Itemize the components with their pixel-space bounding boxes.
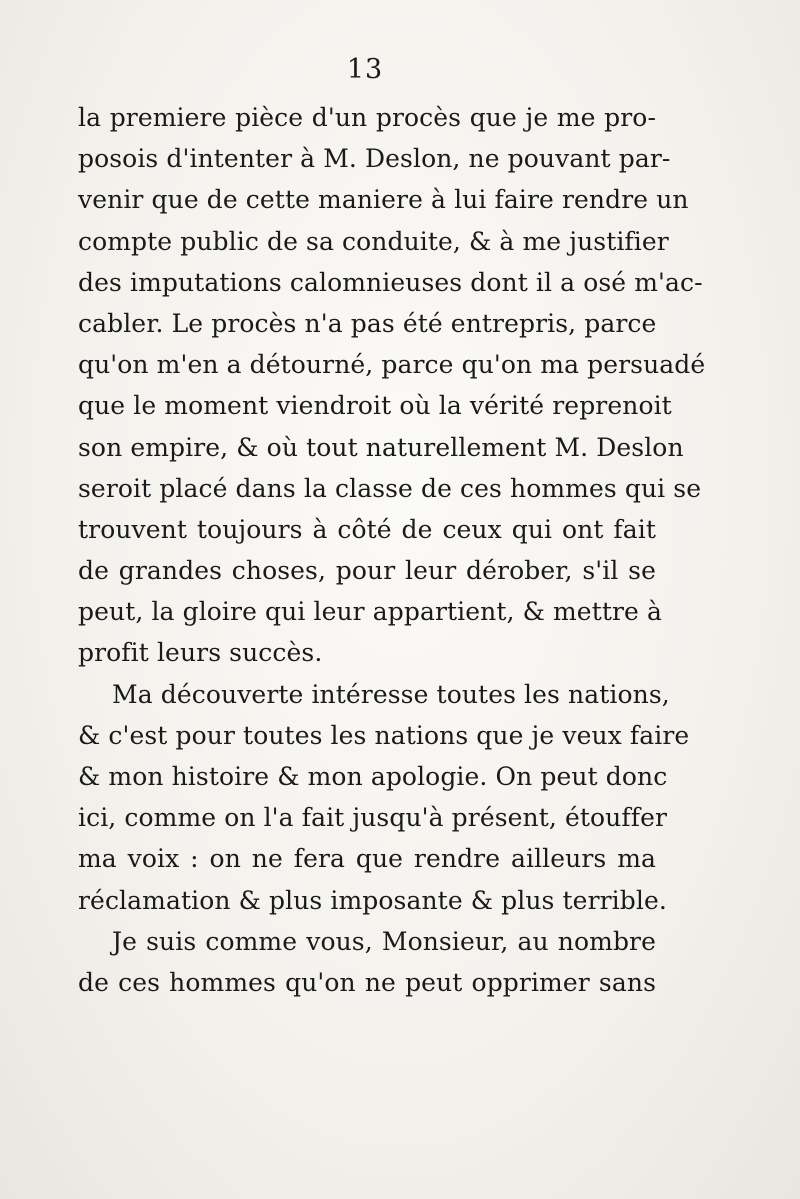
text-line: que le moment viendroit où la vérité reprenoit — [78, 391, 672, 421]
text-line: venir que de cette maniere à lui faire rendre un — [78, 185, 689, 215]
text-line: qu'on m'en a détourné, parce qu'on ma persuadé — [78, 350, 706, 380]
text-line: des imputations calomnieuses dont il a osé m'ac- — [78, 267, 703, 297]
text-line: trouvent toujours à côté de ceux qui ont fait — [78, 514, 656, 544]
text-line: posois d'intenter à M. Deslon, ne pouvant par- — [78, 144, 671, 174]
text-line: Je suis comme vous, Monsieur, au nombre — [112, 926, 656, 956]
text-line: & mon histoire & mon apologie. On peut donc — [78, 762, 668, 791]
text-line: de ces hommes qu'on ne peut opprimer sans — [78, 967, 656, 997]
text-line: ici, comme on l'a fait jusqu'à présent, étouffer — [78, 803, 668, 833]
text-line: peut, la gloire qui leur appartient, & mettre à — [78, 597, 662, 627]
text-line: compte public de sa conduite, & à me justifier — [78, 226, 669, 256]
text-line: & c'est pour toutes les nations que je veux faire — [78, 720, 690, 750]
text-line: réclamation & plus imposante & plus terrible. — [78, 885, 667, 915]
body-text — [78, 97, 706, 1003]
page-number: 13 — [346, 54, 384, 85]
text-line: profit leurs succès. — [78, 638, 323, 668]
text-line: ma voix : on ne fera que rendre ailleurs ma — [78, 844, 656, 874]
text-line: de grandes choses, pour leur dérober, s'il se — [78, 556, 656, 586]
text-line: cabler. Le procès n'a pas été entrepris, parce — [78, 308, 657, 338]
text-line: Ma découverte intéresse toutes les nations, — [112, 679, 670, 709]
text-line: son empire, & où tout naturellement M. Deslon — [78, 432, 684, 462]
text-line: seroit placé dans la classe de ces hommes qui se — [78, 473, 702, 503]
text-line: la premiere pièce d'un procès que je me pro- — [78, 103, 656, 132]
